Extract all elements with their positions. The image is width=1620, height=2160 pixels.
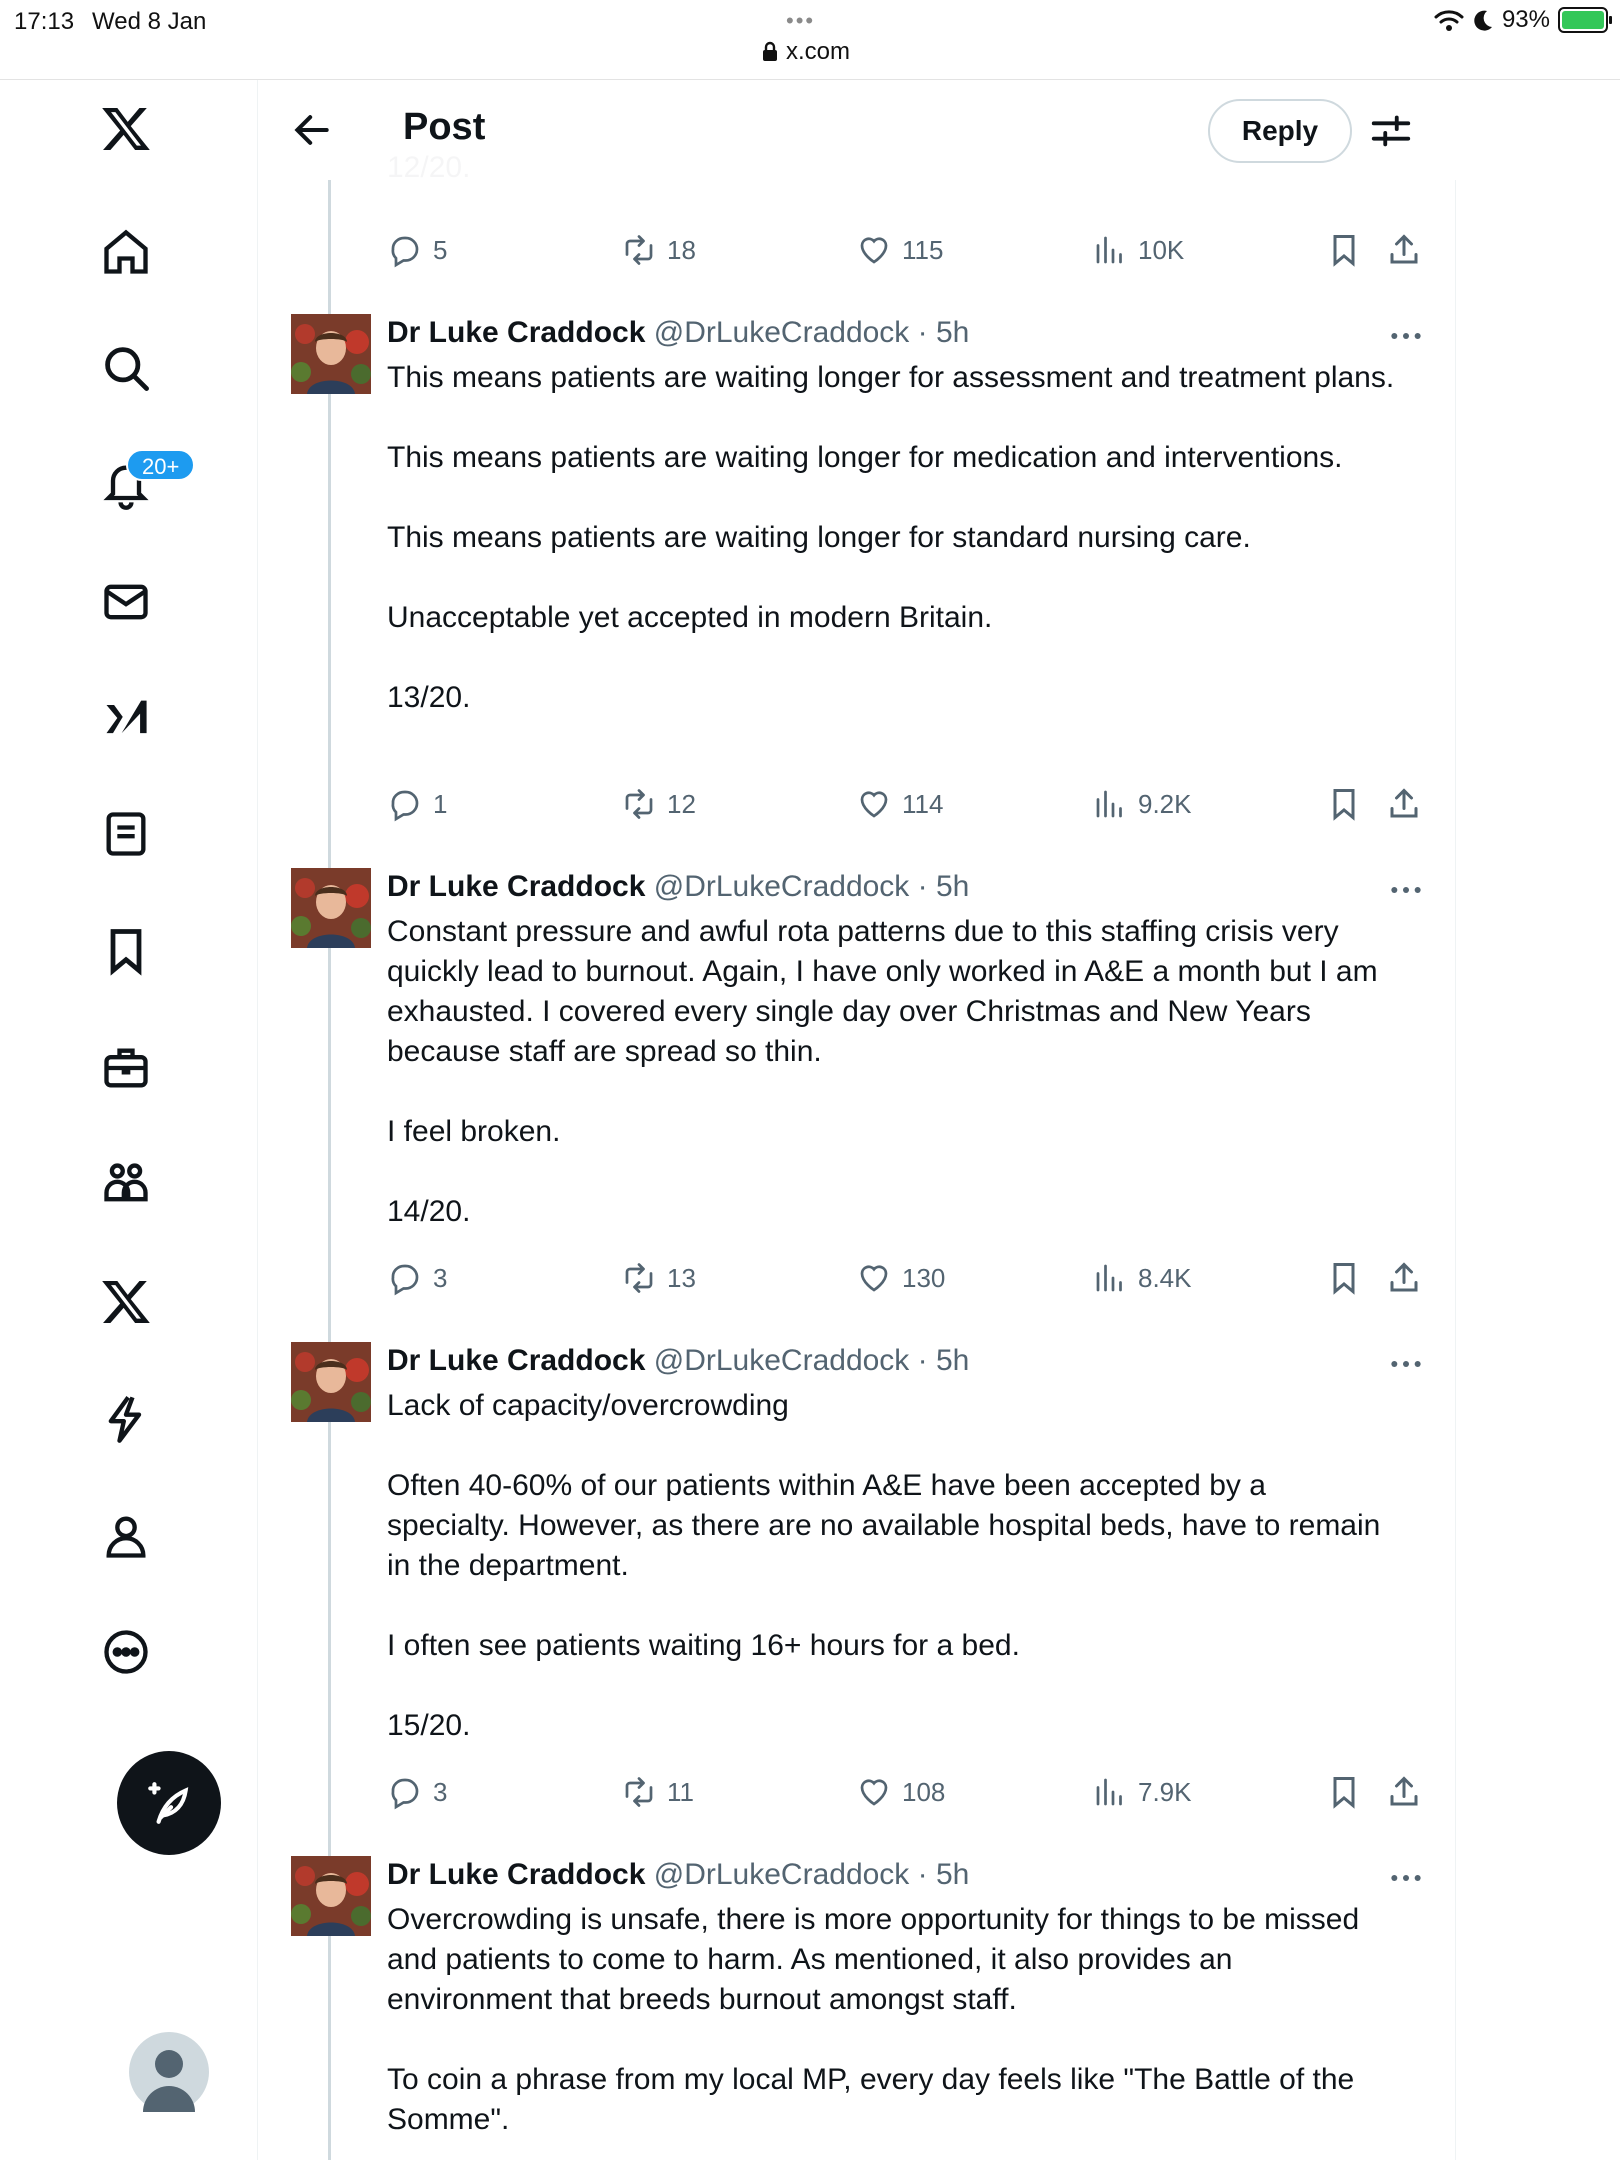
views-chart-icon xyxy=(1092,786,1128,822)
tweet-paragraph: 15/20. xyxy=(387,1709,471,1742)
bookmark-action[interactable] xyxy=(1326,779,1362,829)
share-action[interactable] xyxy=(1386,1253,1422,1303)
like-count: 130 xyxy=(902,1262,946,1293)
communities-icon[interactable] xyxy=(81,1139,171,1229)
main-column xyxy=(258,80,1456,2160)
bookmark-icon xyxy=(1326,232,1362,268)
notifications-badge: 20+ xyxy=(126,449,195,481)
more-options-icon[interactable] xyxy=(1386,1858,1426,1898)
like-count: 114 xyxy=(902,788,944,819)
tweet-paragraph: 14/20. xyxy=(387,1195,471,1228)
compose-feather-icon xyxy=(144,1778,194,1828)
tweet-time[interactable]: · 5h xyxy=(917,316,970,349)
status-date: Wed 8 Jan xyxy=(92,8,207,35)
battery-percent: 93% xyxy=(1501,6,1550,33)
tweet-paragraph: This means patients are waiting longer for medication and interventions. xyxy=(387,441,1343,474)
share-icon xyxy=(1386,1774,1422,1810)
post-header xyxy=(258,80,1456,180)
reply-action[interactable] xyxy=(387,779,447,829)
heart-icon xyxy=(856,786,892,822)
url-text: x.com xyxy=(786,38,851,65)
reply-count: 3 xyxy=(433,1776,448,1807)
author-name[interactable]: Dr Luke Craddock xyxy=(387,316,646,349)
status-bar xyxy=(0,0,1620,80)
multitask-dots[interactable]: ••• xyxy=(786,8,816,33)
tweet-paragraph: To coin a phrase from my local MP, every day feels like "The Battle of the Somme". xyxy=(387,2063,1355,2136)
share-action[interactable] xyxy=(1386,1767,1422,1817)
author-photo xyxy=(291,868,371,948)
more-options-icon[interactable] xyxy=(1386,316,1426,356)
tweet-header xyxy=(387,870,969,904)
tweet-header xyxy=(387,316,969,350)
like-action[interactable] xyxy=(856,1253,945,1303)
tweet-time[interactable]: · 5h xyxy=(917,1858,970,1891)
reply-bubble-icon xyxy=(387,1260,423,1296)
address-bar[interactable] xyxy=(762,38,850,66)
tweet-paragraph: Overcrowding is unsafe, there is more opportunity for things to be missed and patients to come to harm. As mentioned, it also provides an environment that breeds burnout amongst staff. xyxy=(387,1903,1360,2016)
jobs-briefcase-icon[interactable] xyxy=(81,1023,171,1113)
tweet-actions xyxy=(258,1253,1456,1303)
like-count: 115 xyxy=(902,234,944,265)
views-action[interactable] xyxy=(1092,1767,1192,1817)
tweet-paragraph: This means patients are waiting longer for assessment and treatment plans. xyxy=(387,361,1395,394)
profile-icon[interactable] xyxy=(81,1491,171,1581)
share-icon xyxy=(1386,786,1422,822)
prev-post-actions xyxy=(258,225,1456,275)
share-icon xyxy=(1386,1260,1422,1296)
tweet-text xyxy=(387,1386,1397,1746)
views-count: 8.4K xyxy=(1138,1262,1192,1293)
views-count: 7.9K xyxy=(1138,1776,1192,1807)
author-handle[interactable]: @DrLukeCraddock xyxy=(653,1344,910,1377)
reply-action[interactable] xyxy=(387,225,447,275)
reply-action[interactable] xyxy=(387,1253,447,1303)
author-avatar[interactable] xyxy=(291,314,371,394)
repost-action[interactable] xyxy=(621,225,696,275)
like-action[interactable] xyxy=(856,779,943,829)
verified-orgs-bolt-icon[interactable] xyxy=(81,1374,171,1464)
reply-action[interactable] xyxy=(387,1767,447,1817)
more-options-icon[interactable] xyxy=(1386,1344,1426,1384)
reply-count: 1 xyxy=(433,788,448,819)
filter-sliders-icon[interactable] xyxy=(1368,108,1414,154)
tweet-paragraph: I often see patients waiting 16+ hours for a bed. xyxy=(387,1629,1020,1662)
grok-icon[interactable] xyxy=(81,673,171,763)
like-action[interactable] xyxy=(856,1767,945,1817)
tweet-time[interactable]: · 5h xyxy=(917,1344,970,1377)
author-photo xyxy=(291,314,371,394)
home-icon[interactable] xyxy=(81,207,171,297)
heart-icon xyxy=(856,1774,892,1810)
share-action[interactable] xyxy=(1386,779,1422,829)
heart-icon xyxy=(856,1260,892,1296)
heart-icon xyxy=(856,232,892,268)
views-action[interactable] xyxy=(1092,1253,1192,1303)
repost-action[interactable] xyxy=(621,779,696,829)
views-chart-icon xyxy=(1092,1774,1128,1810)
repost-action[interactable] xyxy=(621,1253,696,1303)
tweet-paragraph: Constant pressure and awful rota patterns due to this staffing crisis very quickly lead to burnout. Again, I have only worked in A&E a month but I am exhausted. I covered every single day over Christmas and New Years because staff are spread so thin. xyxy=(387,915,1378,1068)
moon-icon xyxy=(1472,8,1494,32)
lock-icon xyxy=(762,42,778,62)
left-nav xyxy=(0,80,258,2160)
tweet-actions xyxy=(258,779,1456,829)
status-indicators xyxy=(1434,6,1608,34)
author-name[interactable]: Dr Luke Craddock xyxy=(387,1858,646,1891)
repost-icon xyxy=(621,232,657,268)
status-time: 17:13 xyxy=(14,8,75,35)
account-avatar[interactable] xyxy=(129,2032,209,2112)
lists-icon[interactable] xyxy=(81,789,171,879)
author-photo xyxy=(291,1856,371,1936)
author-handle[interactable]: @DrLukeCraddock xyxy=(653,316,910,349)
tweet-paragraph: This means patients are waiting longer for standard nursing care. xyxy=(387,521,1251,554)
repost-count: 11 xyxy=(667,1776,694,1807)
views-action[interactable] xyxy=(1092,779,1192,829)
views-chart-icon xyxy=(1092,1260,1128,1296)
bookmark-action[interactable] xyxy=(1326,1767,1362,1817)
repost-count: 18 xyxy=(667,234,696,265)
author-handle[interactable]: @DrLukeCraddock xyxy=(653,870,910,903)
like-action[interactable] xyxy=(856,225,943,275)
search-icon[interactable] xyxy=(81,323,171,413)
like-count: 108 xyxy=(902,1776,946,1807)
tweet-text xyxy=(387,358,1397,718)
more-circle-icon[interactable] xyxy=(81,1607,171,1697)
bookmark-icon xyxy=(1326,1260,1362,1296)
reply-bubble-icon xyxy=(387,232,423,268)
tweet-header xyxy=(387,1344,969,1378)
messages-icon[interactable] xyxy=(81,557,171,647)
views-chart-icon xyxy=(1092,232,1128,268)
author-photo xyxy=(291,1342,371,1422)
bookmarks-icon[interactable] xyxy=(81,906,171,996)
tweet-time[interactable]: · 5h xyxy=(917,870,970,903)
author-handle[interactable]: @DrLukeCraddock xyxy=(653,1858,910,1891)
tweet-text xyxy=(387,912,1397,1232)
repost-icon xyxy=(621,786,657,822)
tweet-header xyxy=(387,1858,969,1892)
premium-x-icon[interactable] xyxy=(81,1257,171,1347)
tweet-actions xyxy=(258,1767,1456,1817)
wifi-icon xyxy=(1434,8,1464,32)
tweet-paragraph: 13/20. xyxy=(387,681,471,714)
tweet-paragraph: Often 40-60% of our patients within A&E have been accepted by a specialty. However, as there are no available hospital beds, have to remain in the department. xyxy=(387,1469,1381,1582)
views-count: 10K xyxy=(1138,234,1185,265)
bookmark-action[interactable] xyxy=(1326,225,1362,275)
share-action[interactable] xyxy=(1386,225,1422,275)
views-action[interactable] xyxy=(1092,225,1184,275)
repost-action[interactable] xyxy=(621,1767,694,1817)
battery-icon xyxy=(1558,7,1608,33)
repost-icon xyxy=(621,1774,657,1810)
author-name[interactable]: Dr Luke Craddock xyxy=(387,870,646,903)
share-icon xyxy=(1386,232,1422,268)
reply-count: 5 xyxy=(433,234,448,265)
tweet-paragraph: Lack of capacity/overcrowding xyxy=(387,1389,789,1422)
back-arrow-icon[interactable] xyxy=(290,108,334,152)
reply-bubble-icon xyxy=(387,786,423,822)
author-name[interactable]: Dr Luke Craddock xyxy=(387,1344,646,1377)
default-avatar-icon xyxy=(129,2032,209,2112)
more-options-icon[interactable] xyxy=(1386,870,1426,910)
bookmark-icon xyxy=(1326,1774,1362,1810)
bookmark-action[interactable] xyxy=(1326,1253,1362,1303)
tweet-text xyxy=(387,1900,1397,2140)
page-title: Post xyxy=(403,106,486,148)
bookmark-icon xyxy=(1326,786,1362,822)
reply-count: 3 xyxy=(433,1262,448,1293)
tweet-paragraph: Unacceptable yet accepted in modern Britain. xyxy=(387,601,993,634)
author-avatar[interactable] xyxy=(291,1342,371,1422)
author-avatar[interactable] xyxy=(291,1856,371,1936)
reply-button[interactable]: Reply xyxy=(1208,99,1352,163)
x-logo-icon[interactable] xyxy=(81,84,171,174)
reply-bubble-icon xyxy=(387,1774,423,1810)
views-count: 9.2K xyxy=(1138,788,1192,819)
author-avatar[interactable] xyxy=(291,868,371,948)
repost-icon xyxy=(621,1260,657,1296)
repost-count: 13 xyxy=(667,1262,696,1293)
compose-post-button[interactable] xyxy=(117,1751,221,1855)
repost-count: 12 xyxy=(667,788,696,819)
tweet-paragraph: I feel broken. xyxy=(387,1115,561,1148)
